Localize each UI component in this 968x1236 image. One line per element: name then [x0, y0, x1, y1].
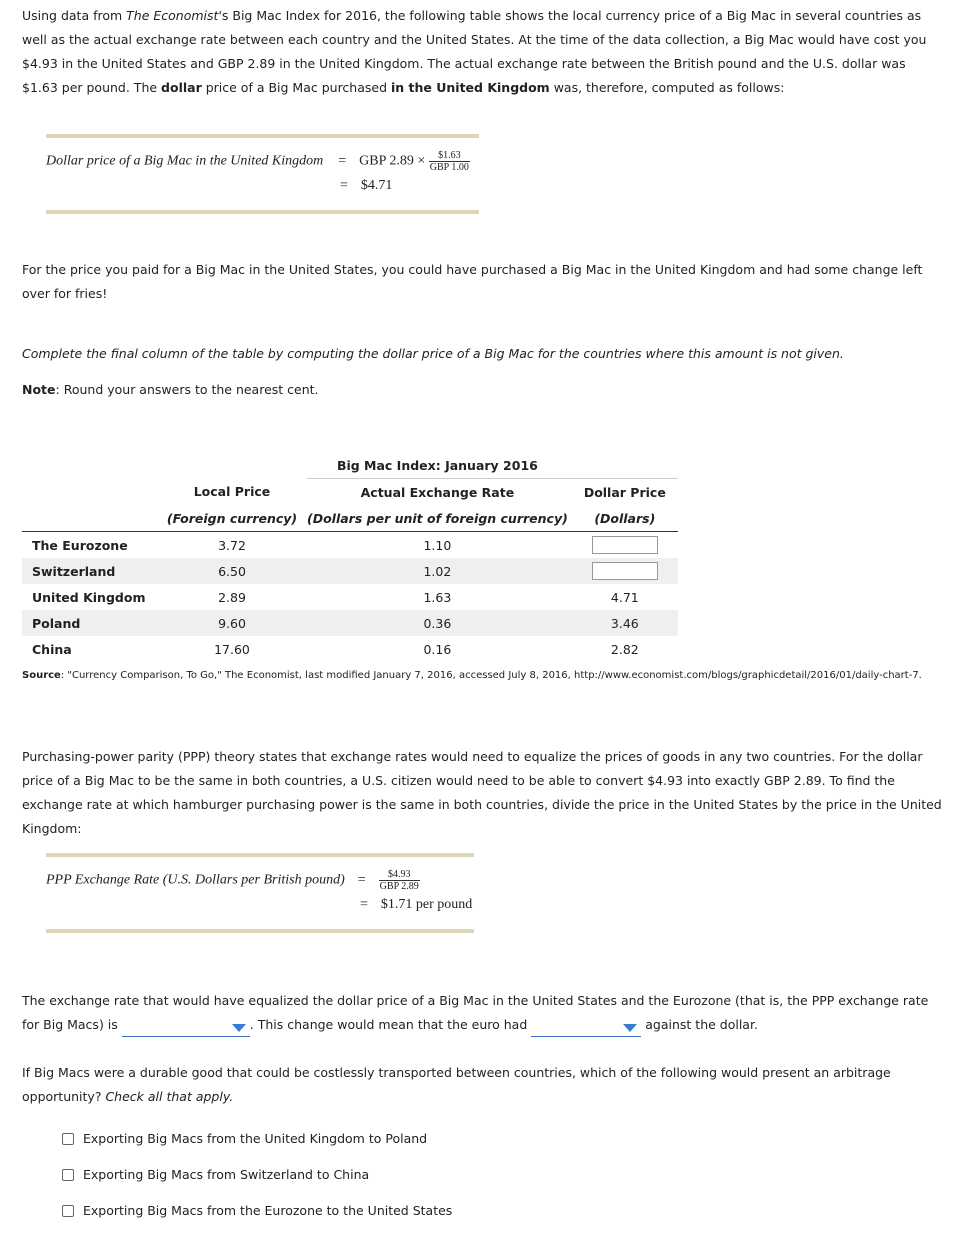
header-dollar-price: Dollar Price	[572, 479, 678, 506]
note-label: Note	[22, 382, 56, 397]
big-mac-table	[22, 452, 678, 662]
header-local-unit: (Foreign currency)	[157, 505, 307, 532]
equation-1-term: GBP 2.89 ×	[359, 153, 426, 169]
dollar-price-cell: 4.71	[610, 589, 639, 605]
equation-1-result: $4.71	[360, 178, 393, 193]
note	[22, 378, 942, 402]
question-1-text: against the dollar.	[645, 1017, 758, 1032]
fries-paragraph: For the price you paid for a Big Mac in the United States, you could have purchased a Big Mac in the United Kingdom and had some change left over for fries!	[22, 262, 923, 301]
exchange-rate-cell: 1.63	[423, 589, 452, 605]
country-cell: Switzerland	[32, 563, 116, 579]
country-cell: The Eurozone	[32, 537, 128, 553]
fraction-numerator: $4.93	[379, 869, 420, 881]
equation-1-line	[46, 150, 470, 173]
header-dollar-unit: (Dollars)	[572, 505, 678, 532]
question-2-hint: Check all that apply.	[105, 1089, 234, 1104]
intro-paragraph	[22, 4, 942, 100]
fraction-denominator: GBP 1.00	[429, 162, 469, 173]
equation-2-fraction	[379, 869, 420, 892]
header-local-price: Local Price	[193, 484, 271, 500]
intro-text: 's Big Mac Index for 2016, the following table shows the local currency price of a Big Mac in several countries as well as the actual exchange rate between each country and the United States. At the time of the data collection, a Big Mac would have cost you $4.93 in the United States and GBP 2.89 in the United Kingdom. The actual exchange rate between the British pound and the U.S. dollar was $1.63 per pound. The	[22, 8, 927, 95]
checkbox[interactable]	[62, 1169, 74, 1181]
header-exchange-rate: Actual Exchange Rate	[307, 479, 568, 506]
instruction-text: Complete the final column of the table by computing the dollar price of a Big Mac for the countries where this amount is not given.	[22, 346, 844, 361]
table-row	[22, 532, 678, 559]
option-label: Exporting Big Macs from Switzerland to China	[83, 1167, 370, 1182]
question-1-text: The exchange rate that would have equalized the dollar price of a Big Mac in the United States and the Eurozone (that is, the PPP exchange rate for Big Macs) is	[22, 993, 929, 1032]
table-title: Big Mac Index: January 2016	[336, 457, 538, 473]
table-row	[22, 584, 678, 610]
equation-2-line	[46, 869, 420, 892]
emphasis-uk: in the United Kingdom	[391, 80, 550, 95]
exchange-rate-cell: 1.10	[423, 537, 452, 553]
table-row	[22, 558, 678, 584]
intro-text: Using data from	[22, 8, 127, 23]
equation-2-result: $1.71 per pound	[380, 897, 473, 912]
source-text: : "Currency Comparison, To Go," The Economist, last modified January 7, 2016, accessed July 8, 2016, http://www.economist.com/blogs/graphicdetail/2016/01/daily-chart-7.	[60, 670, 922, 681]
country-cell: Poland	[32, 615, 81, 631]
emphasis-dollar: dollar	[161, 80, 202, 95]
fraction-denominator: GBP 2.89	[379, 881, 419, 892]
option-uk-to-poland[interactable]	[62, 1131, 427, 1146]
option-switzerland-to-china[interactable]	[62, 1167, 369, 1182]
exchange-rate-cell: 0.16	[423, 641, 452, 657]
option-label: Exporting Big Macs from the Eurozone to the United States	[83, 1203, 453, 1218]
local-price-cell: 6.50	[218, 563, 246, 579]
equation-rule-bottom	[46, 929, 474, 933]
intro-text: was, therefore, computed as follows:	[549, 80, 785, 95]
equation-1-result-line	[340, 178, 392, 194]
equation-rule-bottom	[46, 210, 479, 214]
equation-2-label: PPP Exchange Rate (U.S. Dollars per British pound)	[46, 872, 345, 888]
country-cell: United Kingdom	[32, 589, 146, 605]
checkbox[interactable]	[62, 1205, 74, 1217]
checkbox[interactable]	[62, 1133, 74, 1145]
local-price-cell: 17.60	[214, 641, 250, 657]
equals-sign: =	[338, 153, 347, 169]
equation-rule-top	[46, 853, 474, 857]
dollar-price-input-switzerland[interactable]	[592, 562, 658, 580]
equation-1-fraction	[429, 150, 470, 173]
source-label: Source	[22, 670, 61, 681]
local-price-cell: 3.72	[218, 537, 246, 553]
local-price-cell: 9.60	[218, 615, 246, 631]
question-2	[22, 1061, 942, 1109]
table-row	[22, 610, 678, 636]
dollar-price-input-eurozone[interactable]	[592, 536, 658, 554]
header-rate-unit: (Dollars per unit of foreign currency)	[307, 505, 568, 532]
option-label: Exporting Big Macs from the United Kingdom to Poland	[83, 1131, 428, 1146]
equation-1-label: Dollar price of a Big Mac in the United Kingdom	[46, 153, 324, 169]
chevron-down-icon	[232, 1024, 246, 1032]
equals-sign: =	[357, 872, 366, 888]
dollar-price-cell: 2.82	[610, 641, 639, 657]
euro-valuation-dropdown[interactable]	[531, 1019, 641, 1037]
fraction-numerator: $1.63	[429, 150, 470, 162]
option-eurozone-to-us[interactable]	[62, 1203, 452, 1218]
question-2-text: If Big Macs were a durable good that could be costlessly transported between countries, which of the following would present an arbitrage opportunity?	[22, 1065, 891, 1104]
equals-sign: =	[340, 178, 348, 193]
ppp-paragraph: Purchasing-power parity (PPP) theory states that exchange rates would need to equalize the prices of goods in any two countries. For the dollar price of a Big Mac to be the same in both countries, a U.S. citizen would need to be able to convert $4.93 into exactly GBP 2.89. To find the exchange rate at which hamburger purchasing power is the same in both countries, divide the price in the United States by the price in the United Kingdom:	[22, 749, 942, 836]
exchange-rate-cell: 0.36	[423, 615, 452, 631]
question-1	[22, 989, 942, 1037]
note-text: : Round your answers to the nearest cent.	[55, 382, 319, 397]
equals-sign: =	[360, 897, 368, 912]
equation-2-result-line	[360, 897, 472, 913]
intro-text: price of a Big Mac purchased	[201, 80, 391, 95]
equation-rule-top	[46, 134, 479, 138]
dollar-price-cell: 3.46	[610, 615, 639, 631]
country-cell: China	[32, 641, 72, 657]
table-row	[22, 636, 678, 662]
local-price-cell: 2.89	[218, 589, 246, 605]
exchange-rate-cell: 1.02	[423, 563, 452, 579]
source-name: The Economist	[126, 8, 219, 23]
chevron-down-icon	[623, 1024, 637, 1032]
source-citation	[22, 664, 942, 688]
question-1-text: . This change would mean that the euro had	[249, 1017, 528, 1032]
ppp-rate-dropdown[interactable]	[122, 1019, 250, 1037]
